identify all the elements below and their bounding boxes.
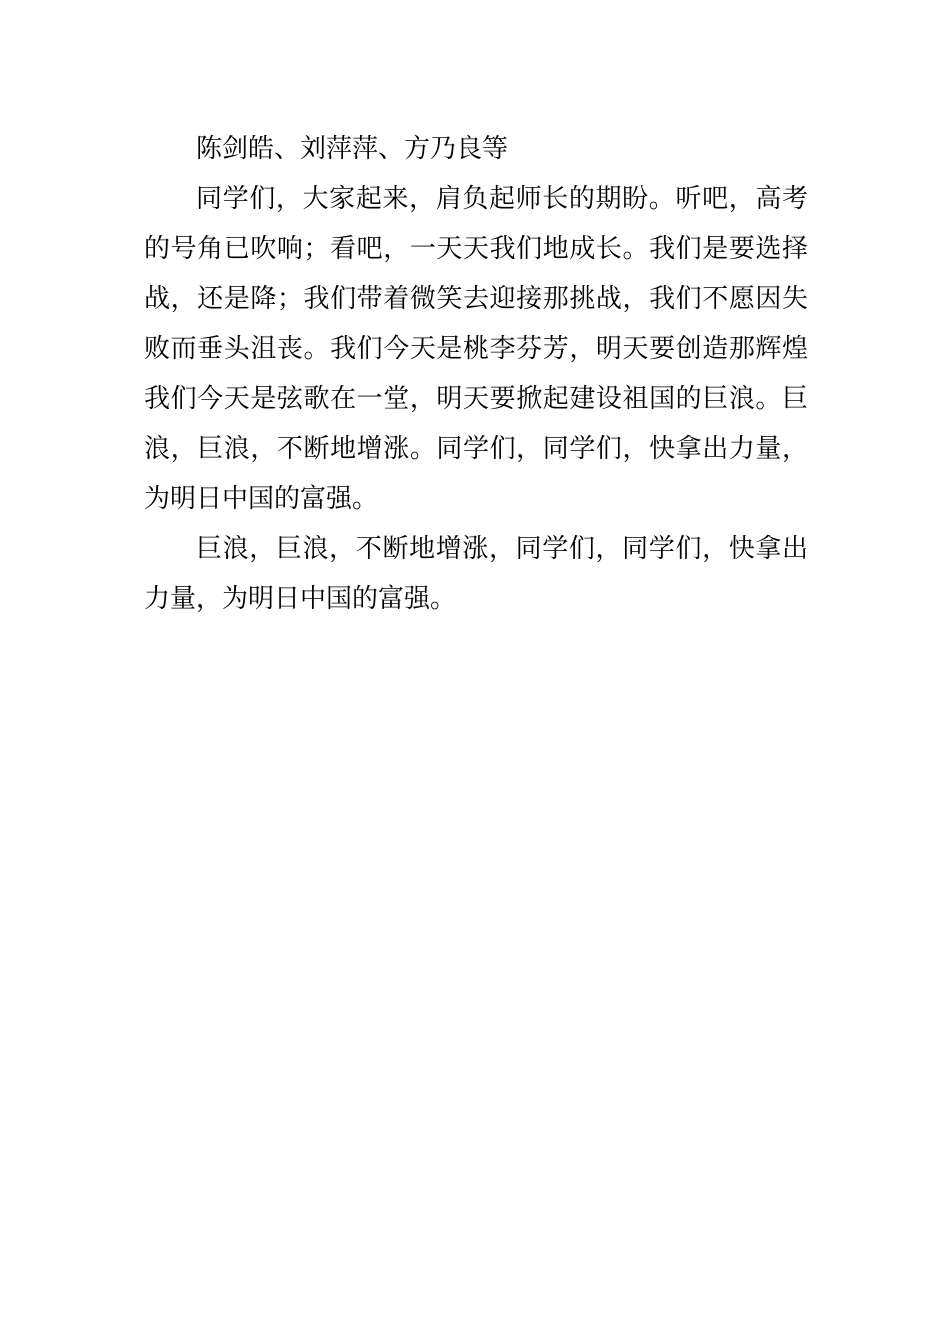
paragraph-2: 巨浪，巨浪，不断地增涨，同学们，同学们，快拿出力量，为明日中国的富强。 [144, 534, 808, 614]
document-body [144, 124, 808, 624]
paragraph-1: 同学们，大家起来，肩负起师长的期盼。听吧，高考的号角已吹响；看吧，一天天我们地成长。我们是要选择战，还是降；我们带着微笑去迎接那挑战，我们不愿因失败而垂头沮丧。我们今天是桃李芬芳，明天要创造那辉煌我们今天是弦歌在一堂，明天要掀起建设祖国的巨浪。巨浪，巨浪，不断地增涨。同学们，同学们，快拿出力量，为明日中国的富强。 [144, 184, 808, 514]
author-line: 陈剑皓、刘萍萍、方乃良等 [196, 134, 509, 164]
